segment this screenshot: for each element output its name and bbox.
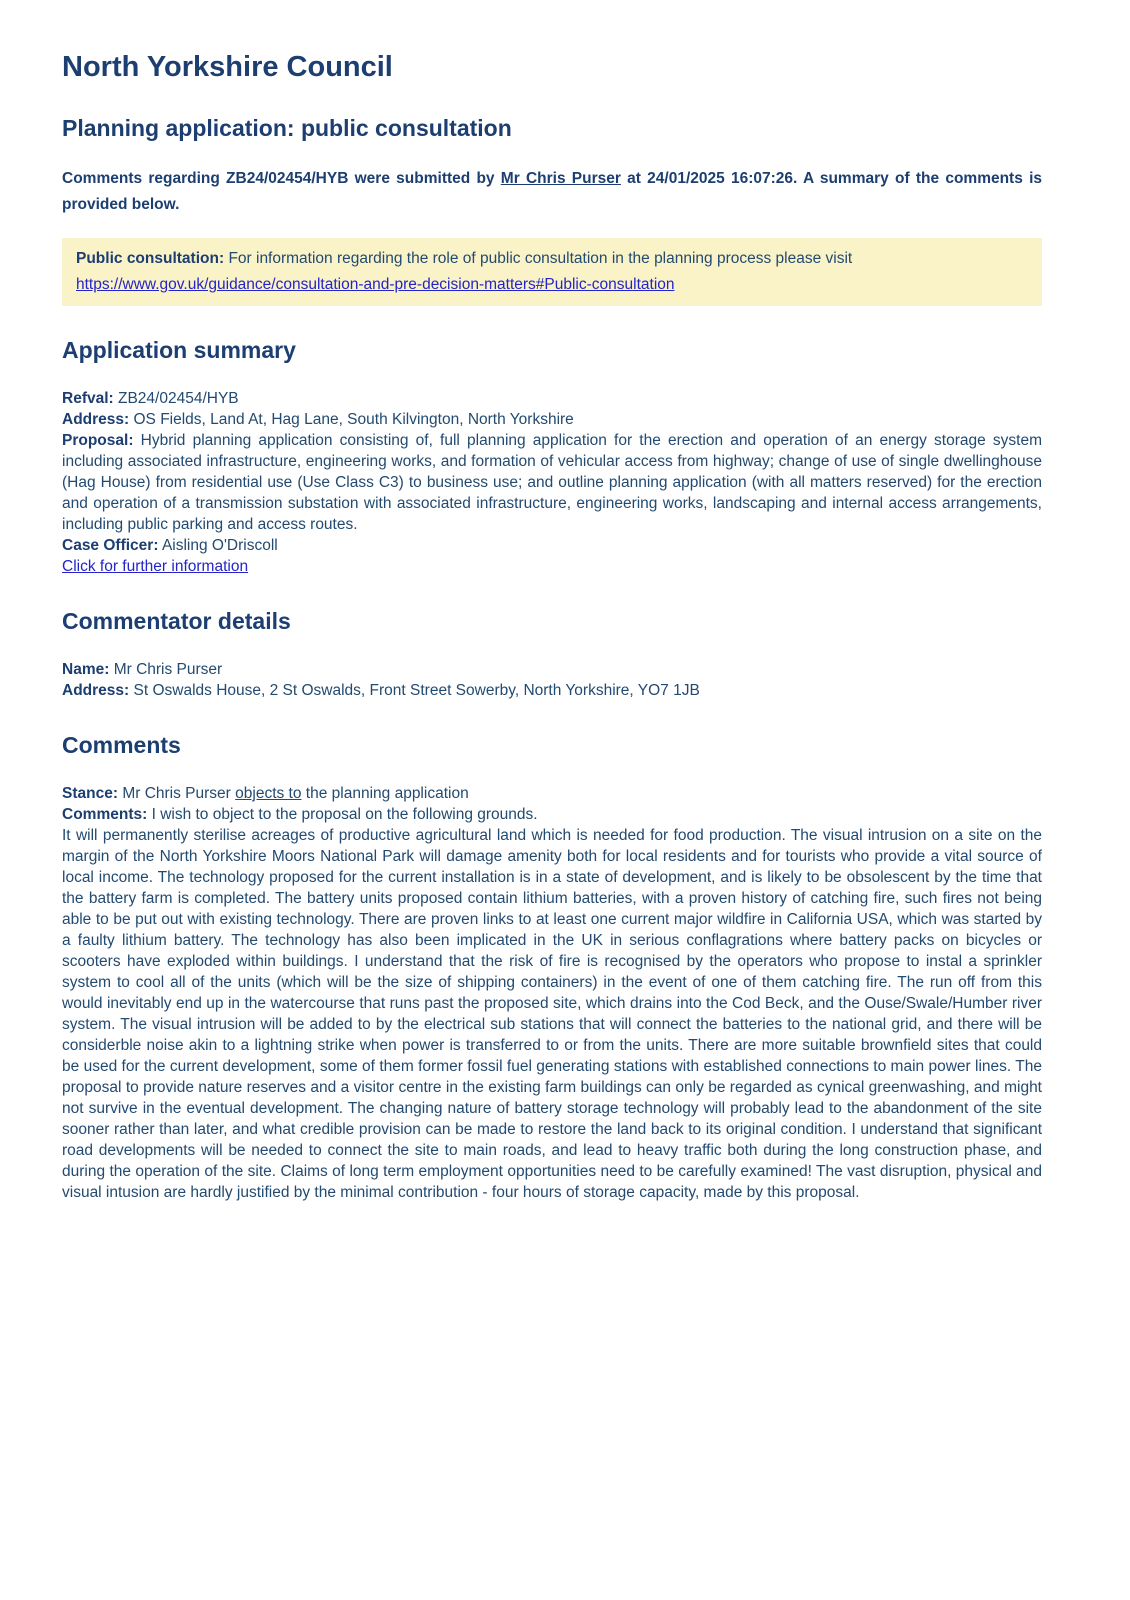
stance-text-after: the planning application: [301, 785, 469, 802]
notice-text: For information regarding the role of public consultation in the planning process please visit: [228, 250, 853, 267]
refval-line: [62, 388, 1042, 409]
commentator-name-label: Name:: [62, 661, 110, 678]
public-consultation-notice: [62, 238, 1042, 306]
commentator-address-label: Address:: [62, 682, 130, 699]
proposal-value: Hybrid planning application consisting of, full planning application for the erection and operation of an energy storage system including associated infrastructure, engineering works, and formation of vehicular access from highway; change of use of single dwellinghouse (Hag House) from residential use (Use Class C3) to business use; and outline planning application (with all matters reserved) for the erection and operation of a transmission substation with associated infrastructure, engineering works, landscaping and internal access arrangements, including public parking and access routes.: [62, 432, 1042, 533]
page-subtitle: Planning application: public consultation: [62, 115, 512, 141]
comments-heading: Comments: [62, 732, 181, 758]
site-address-line: [62, 409, 1042, 430]
site-address-value: OS Fields, Land At, Hag Lane, South Kilvington, North Yorkshire: [133, 411, 574, 428]
stance-line: [62, 783, 1042, 804]
commentator-address-line: [62, 680, 1042, 701]
further-information-line: [62, 556, 1042, 577]
application-summary-block: [62, 388, 1042, 577]
further-information-link[interactable]: Click for further information: [62, 558, 249, 575]
submission-text-after: at 24/01/2025 16:07:26. A summary of the comments is provided below.: [62, 170, 1042, 213]
refval-value: ZB24/02454/HYB: [118, 390, 239, 407]
proposal-label: Proposal:: [62, 432, 134, 449]
case-officer-line: [62, 535, 1042, 556]
notice-label: Public consultation:: [76, 250, 225, 267]
refval-label: Refval:: [62, 390, 114, 407]
case-officer-label: Case Officer:: [62, 537, 159, 554]
comments-label: Comments:: [62, 806, 148, 823]
gov-uk-consultation-link[interactable]: https://www.gov.uk/guidance/consultation-and-pre-decision-matters#Public-consultation: [76, 276, 675, 293]
stance-label: Stance:: [62, 785, 118, 802]
commentator-details-heading: Commentator details: [62, 608, 291, 634]
submission-summary: [62, 166, 1042, 218]
commentator-details-block: [62, 659, 1042, 701]
comments-intro-value: I wish to object to the proposal on the following grounds.: [151, 806, 538, 823]
page-title: North Yorkshire Council: [62, 51, 393, 83]
submission-text-before: Comments regarding ZB24/02454/HYB were submitted by: [62, 170, 501, 187]
comments-intro-line: [62, 804, 1042, 825]
stance-objects-link[interactable]: objects to: [235, 785, 302, 802]
commentator-name-line: [62, 659, 1042, 680]
case-officer-value: Aisling O'Driscoll: [161, 537, 278, 554]
comments-body: It will permanently sterilise acreages of productive agricultural land which is needed for food production. The visual intrusion on a site on the margin of the North Yorkshire Moors National Park will damage amenity both for local residents and for tourists who provide a vital source of local income. The technology proposed for the current installation is in a state of development, and is likely to be obsolescent by the time that the battery farm is completed. The battery units proposed contain lithium batteries, with a proven history of catching fire, such fires not being able to be put out with existing technology. There are proven links to at least one current major wildfire in California USA, which was started by a faulty lithium battery. The technology has also been implicated in the UK in serious conflagrations where battery packs on bicycles or scooters have exploded within buildings. I understand that the risk of fire is recognised by the operators who propose to instal a sprinkler system to cool all of the units (which will be the size of shipping containers) in the event of one of them catching fire. The run off from this would inevitably end up in the watercourse that runs past the proposed site, which drains into the Cod Beck, and the Ouse/Swale/Humber river system. The visual intrusion will be added to by the electrical sub stations that will connect the batteries to the national grid, and there will be considerble noise akin to a lightning strike when power is transferred to or from the units. There are more suitable brownfield sites that could be used for the current development, some of them former fossil fuel generating stations with established connections to main power lines. The proposal to provide nature reserves and a visitor centre in the existing farm buildings can only be regarded as cynical greenwashing, and might not survive in the eventual development. The changing nature of battery storage technology will probably lead to the abandonment of the site sooner rather than later, and what credible provision can be made to restore the land back to its original condition. I understand that significant road developments will be needed to connect the site to main roads, and lead to heavy traffic both during the long construction phase, and during the operation of the site. Claims of long term employment opportunities need to be carefully examined! The vast disruption, physical and visual intusion are hardly justified by the minimal contribution - four hours of storage capacity, made by this proposal.: [62, 827, 1042, 1201]
commentator-name-value: Mr Chris Purser: [113, 661, 223, 678]
stance-text-before: Mr Chris Purser: [122, 785, 236, 802]
comments-block: [62, 783, 1042, 1203]
commenter-name-link[interactable]: Mr Chris Purser: [500, 170, 621, 187]
site-address-label: Address:: [62, 411, 130, 428]
proposal-line: [62, 430, 1042, 535]
commentator-address-value: St Oswalds House, 2 St Oswalds, Front Street Sowerby, North Yorkshire, YO7 1JB: [133, 682, 700, 699]
application-summary-heading: Application summary: [62, 337, 296, 363]
